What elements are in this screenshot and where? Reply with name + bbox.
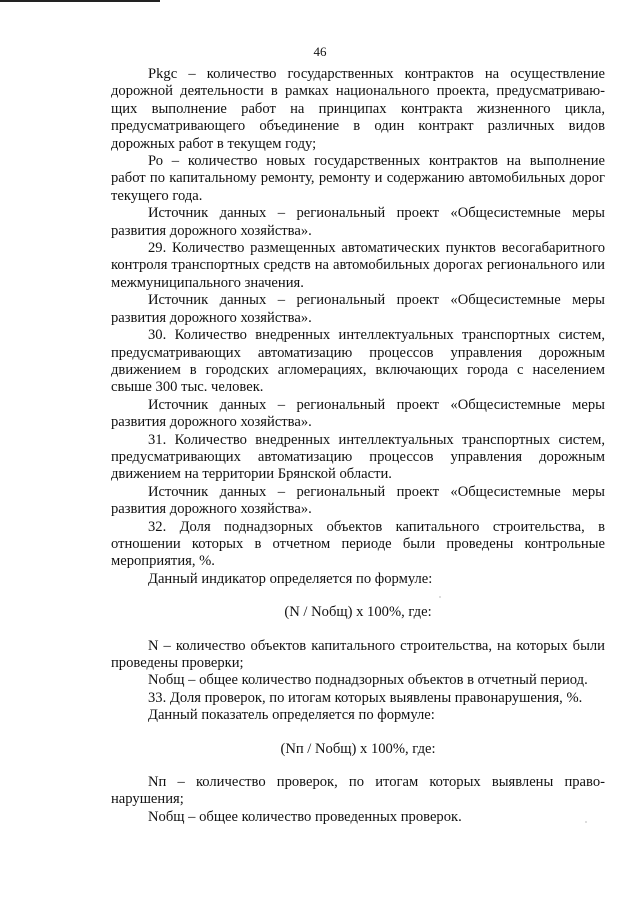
paragraph-nobsh-definition-2: Nобщ – общее количество проведенных проверок.	[148, 808, 462, 825]
paragraph-source-1: Источник данных – региональный проект «Общесистемные меры развития дорожного хозяйства».	[111, 205, 605, 239]
paragraph-source-2: Источник данных – региональный проект «Общесистемные меры развития дорожного хозяйства».	[111, 292, 605, 326]
formula-1: (N / Nобщ) х 100%, где:	[284, 604, 432, 621]
paragraph-item-31: 31. Количество внедренных интеллектуальных транспортных систем, предусматривающих автоматизацию процессов управления дорожным движением на территории Брянской области.	[111, 431, 605, 483]
paragraph-item-30: 30. Количество внедренных интеллектуальных транспортных систем, предусматривающих автоматизацию процессов управления дорожным движением в городских агломерациях, включающих города с населением свыше 300 тыс. человек.	[111, 327, 605, 396]
page-number: 46	[313, 44, 327, 59]
top-rule	[0, 0, 160, 2]
paragraph-source-4: Источник данных – региональный проект «Общесистемные меры развития дорожного хозяйства».	[111, 483, 605, 518]
paragraph-item-29: 29. Количество размещенных автоматических пунктов весогабаритного контроля транспортных средств на автомобильных дорогах регионального или межмуниципального значения.	[111, 240, 605, 291]
paragraph-n-definition: N – количество объектов капитального строительства, на которых были проведены проверки;	[111, 637, 605, 671]
paragraph-nobsh-definition-1: Nобщ – общее количество поднадзорных объектов в отчетный период.	[148, 672, 588, 689]
paragraph-formula-intro-2: Данный показатель определяется по формуле:	[148, 707, 435, 724]
paragraph-item-33: 33. Доля проверок, по итогам которых выявлены правонарушения, %.	[148, 689, 583, 706]
formula-2: (Nп / Nобщ) х 100%, где:	[280, 740, 436, 757]
paragraph-np-definition: Nп – количество проверок, по итогам которых выявлены правонарушения;	[111, 774, 605, 808]
paragraph-pkgc: Pkgc – количество государственных контрактов на осуществление дорожной деятельности в рамках национального проекта, предусматривающих выполнение работ на принципах контракта жизненного цикла, предусматривающего объединение в один контракт различных видов дорожных работ в текущем году;	[111, 66, 605, 152]
paragraph-po: Ро – количество новых государственных контрактов на выполнение работ по капитальному ремонту, ремонту и содержанию автомобильных дорог текущего года.	[111, 153, 605, 204]
document-body	[111, 66, 605, 826]
paragraph-item-32: 32. Доля поднадзорных объектов капитального строительства, в отношении которых в отчетном периоде были проведены контрольные мероприятия, %.	[111, 518, 605, 570]
paragraph-formula-intro-1: Данный индикатор определяется по формуле:	[148, 570, 433, 587]
paragraph-source-3: Источник данных – региональный проект «Общесистемные меры развития дорожного хозяйства».	[111, 396, 605, 431]
